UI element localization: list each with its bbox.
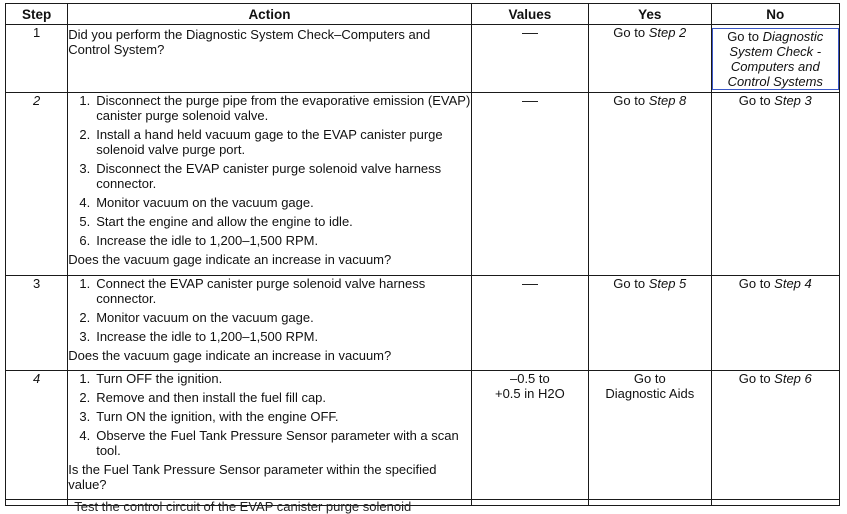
no-prefix: Go to <box>738 93 775 108</box>
step-number: 2 <box>6 93 68 276</box>
header-values: Values <box>471 4 588 25</box>
no-link[interactable]: Step 4 <box>774 276 812 291</box>
list-item-text: Disconnect the purge pipe from the evaporative emission (EVAP) canister purge solenoid valve. <box>96 93 471 123</box>
value-range-line2: +0.5 in H2O <box>494 386 565 401</box>
no-prefix: Go to <box>738 371 775 386</box>
no-link[interactable]: Step 3 <box>774 93 812 108</box>
list-item-number: 1. <box>79 276 91 291</box>
no-link-box[interactable] <box>712 28 839 90</box>
list-item-text: Monitor vacuum on the vacuum gage. <box>96 310 314 325</box>
list-item-number: 5. <box>79 214 91 229</box>
list-item-number: 2. <box>79 310 91 325</box>
values-cell <box>471 500 588 506</box>
dash-mark <box>522 33 538 34</box>
list-item <box>68 428 470 458</box>
yes-cell <box>589 276 711 371</box>
list-item <box>68 310 470 325</box>
dash-mark <box>522 284 538 285</box>
list-item <box>68 390 470 405</box>
action-question: Did you perform the Diagnostic System Check–Computers and Control System? <box>68 27 431 57</box>
yes-link[interactable]: Step 5 <box>648 276 687 291</box>
list-item-number: 3. <box>79 329 91 344</box>
action-question: Does the vacuum gage indicate an increase in vacuum? <box>68 252 392 267</box>
list-item <box>68 409 470 424</box>
yes-cell <box>589 25 711 93</box>
table-row <box>6 276 840 371</box>
table-row <box>6 93 840 276</box>
dash-mark <box>522 101 538 102</box>
no-cell <box>711 276 839 371</box>
list-item-number: 3. <box>79 409 91 424</box>
yes-cell <box>589 500 711 506</box>
list-item <box>68 214 470 229</box>
list-item <box>68 195 470 210</box>
table-row-partial <box>6 500 840 506</box>
action-cell <box>68 93 471 276</box>
no-prefix: Go to <box>738 276 775 291</box>
list-item-number: 2. <box>79 127 91 142</box>
action-cell <box>68 371 471 500</box>
yes-link[interactable]: Step 2 <box>648 25 687 40</box>
yes-prefix: Go to <box>613 276 649 291</box>
no-link[interactable]: Diagnostic System Check - Computers and Control Systems <box>727 29 824 89</box>
partial-action-text: Test the control circuit of the EVAP canister purge solenoid <box>74 499 412 514</box>
list-item <box>68 371 470 386</box>
no-cell <box>711 500 839 506</box>
list-item-text: Increase the idle to 1,200–1,500 RPM. <box>96 233 319 248</box>
list-item-number: 1. <box>79 371 91 386</box>
values-cell <box>471 276 588 371</box>
list-item-text: Connect the EVAP canister purge solenoid valve harness connector. <box>96 276 426 306</box>
step-number: 3 <box>6 276 68 371</box>
list-item-number: 3. <box>79 161 91 176</box>
no-cell <box>711 25 839 93</box>
list-item-text: Turn ON the ignition, with the engine OFF. <box>96 409 339 424</box>
action-question: Does the vacuum gage indicate an increase in vacuum? <box>68 348 392 363</box>
no-prefix: Go to <box>727 29 763 44</box>
list-item-text: Observe the Fuel Tank Pressure Sensor parameter with a scan tool. <box>96 428 459 458</box>
list-item-number: 1. <box>79 93 91 108</box>
action-steps-list <box>68 93 470 248</box>
header-step: Step <box>6 4 68 25</box>
header-action: Action <box>68 4 471 25</box>
action-steps-list <box>68 276 470 344</box>
list-item <box>68 276 470 306</box>
values-cell <box>471 93 588 276</box>
yes-cell <box>589 93 711 276</box>
diagnostic-procedure-table <box>5 3 840 514</box>
list-item-text: Increase the idle to 1,200–1,500 RPM. <box>96 329 319 344</box>
list-item-number: 2. <box>79 390 91 405</box>
action-question: Is the Fuel Tank Pressure Sensor parameter within the specified value? <box>68 462 437 492</box>
no-cell <box>711 371 839 500</box>
yes-prefix: Go to <box>633 371 666 386</box>
action-cell <box>68 499 471 514</box>
list-item-text: Turn OFF the ignition. <box>96 371 223 386</box>
list-item-text: Disconnect the EVAP canister purge solenoid valve harness connector. <box>96 161 442 191</box>
list-item-text: Monitor vacuum on the vacuum gage. <box>96 195 314 210</box>
values-cell <box>471 25 588 93</box>
yes-cell <box>589 371 711 500</box>
list-item-number: 4. <box>79 195 91 210</box>
step-number: 4 <box>6 371 68 500</box>
list-item <box>68 93 470 123</box>
no-link[interactable]: Step 6 <box>774 371 812 386</box>
list-item <box>68 127 470 157</box>
list-item-text: Start the engine and allow the engine to idle. <box>96 214 353 229</box>
table-row <box>6 25 840 93</box>
values-cell <box>471 371 588 500</box>
list-item-number: 4. <box>79 428 91 443</box>
header-yes: Yes <box>589 4 711 25</box>
list-item-text: Install a hand held vacuum gage to the EVAP canister purge solenoid valve purge port. <box>96 127 443 157</box>
table-row <box>6 371 840 500</box>
step-number: 1 <box>6 25 68 93</box>
action-steps-list <box>68 371 470 458</box>
no-cell <box>711 93 839 276</box>
yes-link[interactable]: Diagnostic Aids <box>605 386 695 401</box>
list-item-number: 6. <box>79 233 91 248</box>
yes-link[interactable]: Step 8 <box>648 93 687 108</box>
yes-prefix: Go to <box>613 93 649 108</box>
action-cell <box>68 25 471 93</box>
step-number <box>6 500 68 506</box>
action-cell <box>68 276 471 371</box>
list-item <box>68 329 470 344</box>
value-range-line1: –0.5 to <box>509 371 550 386</box>
list-item <box>68 161 470 191</box>
list-item <box>68 233 470 248</box>
header-row <box>6 4 840 25</box>
yes-prefix: Go to <box>613 25 649 40</box>
list-item-text: Remove and then install the fuel fill cap. <box>96 390 327 405</box>
header-no: No <box>711 4 839 25</box>
